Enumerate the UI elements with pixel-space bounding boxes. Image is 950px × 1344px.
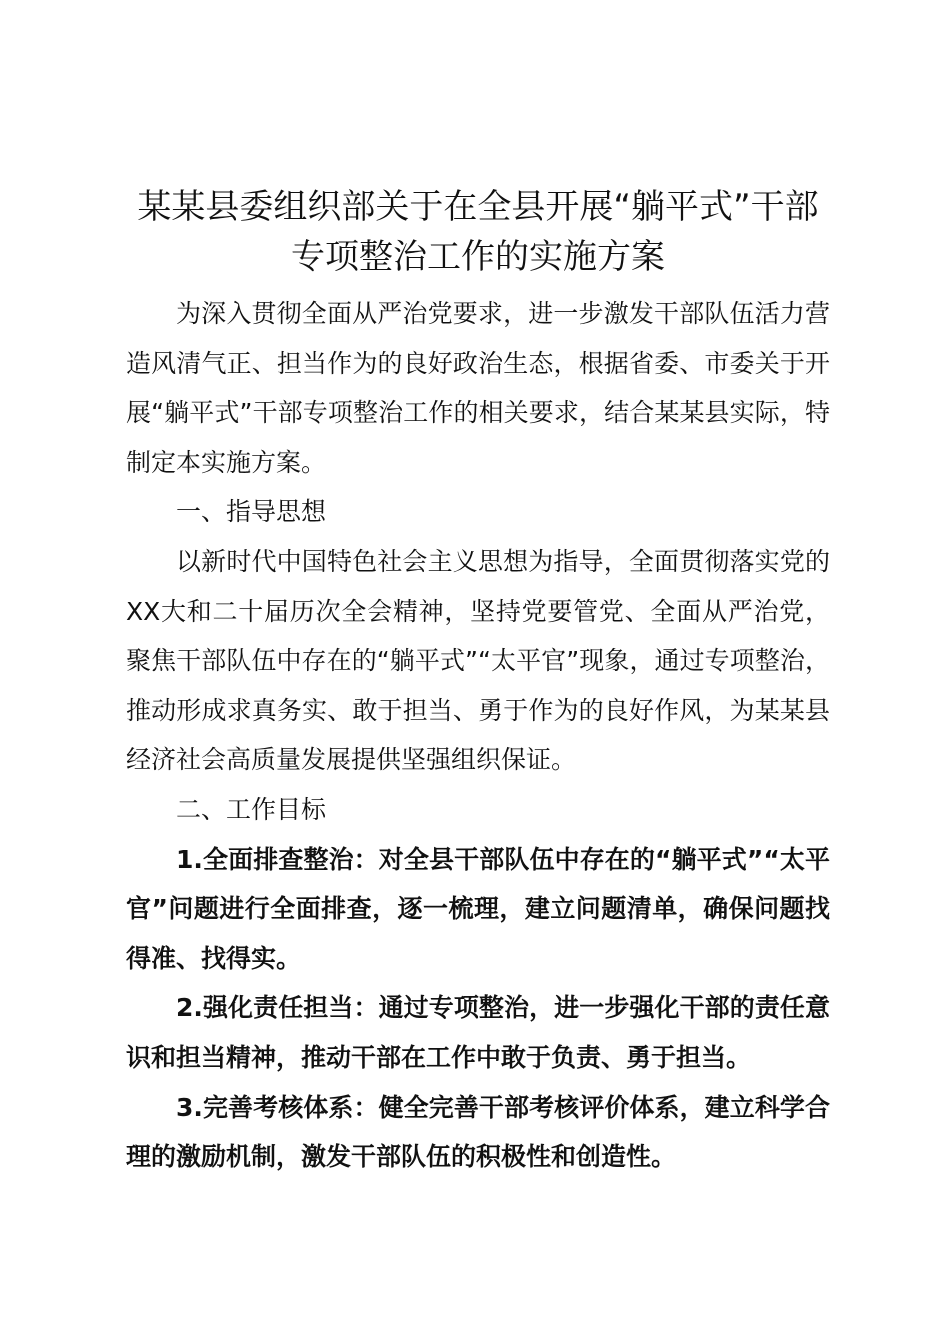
goal-item-3: 3.完善考核体系：健全完善干部考核评价体系，建立科学合理的激励机制，激发干部队伍的积极性和创造性。 bbox=[126, 1092, 830, 1172]
section-heading-guiding-thought: 一、指导思想 bbox=[176, 497, 327, 527]
goal-item-2: 2.强化责任担当：通过专项整治，进一步强化干部的责任意识和担当精神，推动干部在工作中敢于负责、勇于担当。 bbox=[126, 993, 830, 1072]
intro-paragraph: 为深入贯彻全面从严治党要求，进一步激发干部队伍活力营造风清气正、担当作为的良好政治生态，根据省委、市委关于开展“躺平式”干部专项整治工作的相关要求，结合某某县实际，特制定本实施方案。 bbox=[126, 299, 830, 477]
document-body bbox=[126, 182, 830, 1182]
guiding-thought-paragraph: 以新时代中国特色社会主义思想为指导，全面贯彻落实党的XX大和二十届历次全会精神，坚持党要管党、全面从严治党，聚焦干部队伍中存在的“躺平式”“太平官”现象，通过专项整治，推动形成求真务实、敢于担当、勇于作为的良好作风，为某某县经济社会高质量发展提供坚强组织保证。 bbox=[126, 546, 830, 775]
goal-item-1: 1.全面排查整治：对全县干部队伍中存在的“躺平式”“太平官”问题进行全面排查，逐一梳理，建立问题清单，确保问题找得准、找得实。 bbox=[126, 844, 830, 973]
document-title: 某某县委组织部关于在全县开展“躺平式”干部专项整治工作的实施方案 bbox=[137, 187, 819, 277]
section-heading-work-goals: 二、工作目标 bbox=[176, 794, 327, 824]
